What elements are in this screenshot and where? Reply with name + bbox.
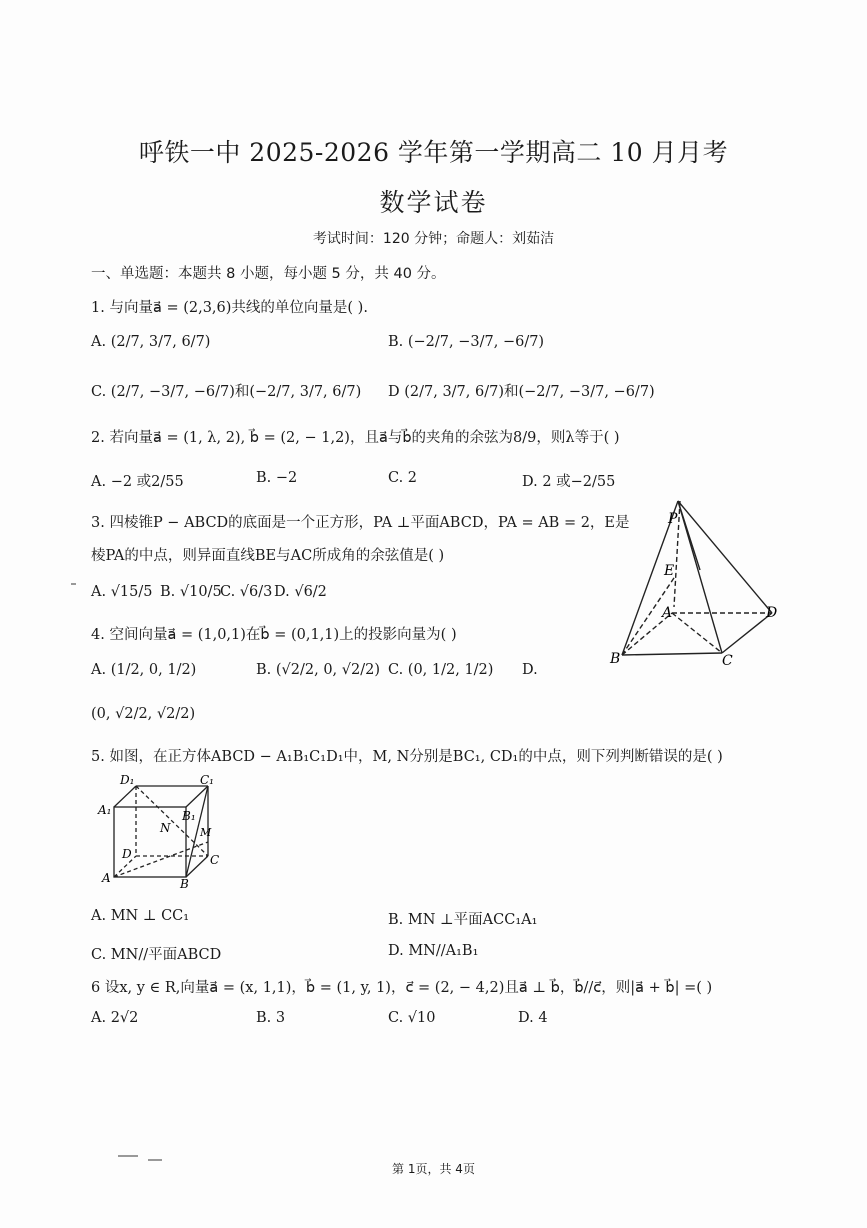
question-3-stem-line1: 3. 四棱锥P − ABCD的底面是一个正方形，PA ⊥平面ABCD，PA = AB = 2，E是 (91, 515, 630, 531)
question-6-option-d: D. 4 (518, 1010, 548, 1026)
cube-label-c1: C₁ (200, 773, 214, 787)
pyramid-label-a: A (662, 605, 673, 621)
section-heading: 一、单选题：本题共 8 小题，每小题 5 分，共 40 分。 (91, 266, 446, 282)
cube-label-a1: A₁ (98, 803, 112, 817)
question-2-option-d: D. 2 或−2/55 (522, 474, 616, 490)
question-2-option-b: B. −2 (256, 470, 298, 486)
question-3-option-d: D. √6/2 (274, 584, 327, 600)
cube-label-c: C (210, 853, 220, 867)
exam-subtitle: 数学试卷 (379, 188, 488, 217)
question-3-stem-line2: 棱PA的中点，则异面直线BE与AC所成角的余弦值是( ) (91, 548, 445, 564)
pyramid-label-e: E (664, 563, 675, 579)
pyramid-label-d: D (766, 605, 778, 621)
scan-mark (118, 1155, 138, 1157)
question-6-option-b: B. 3 (256, 1010, 286, 1026)
exam-meta: 考试时间：120 分钟；命题人：刘茹洁 (312, 231, 555, 247)
question-1-option-a: A. (2/7, 3/7, 6/7) (91, 334, 211, 350)
question-1-stem: 1. 与向量a⃗ = (2,3,6)共线的单位向量是( ). (91, 300, 368, 316)
question-1-option-b: B. (−2/7, −3/7, −6/7) (388, 334, 545, 350)
question-5-option-d: D. MN//A₁B₁ (388, 943, 479, 959)
cube-label-a: A (102, 871, 111, 885)
question-2-option-c: C. 2 (388, 470, 418, 486)
pyramid-label-p: P (668, 511, 678, 527)
cube-figure (96, 770, 226, 895)
cube-label-b: B (180, 877, 189, 891)
question-4-option-a: A. (1/2, 0, 1/2) (91, 662, 197, 678)
question-6-stem: 6 设x, y ∈ R,向量a⃗ = (x, 1,1)，b⃗ = (1, y, 1)，c⃗ = (2, − 4,2)且a⃗ ⊥ b⃗，b⃗//c⃗，则|a⃗ + b⃗| =( ) (91, 980, 713, 996)
question-6-option-c: C. √10 (388, 1010, 436, 1026)
scan-mark (71, 583, 76, 585)
question-3-option-b: B. √10/5 (160, 584, 222, 600)
question-4-option-d-value: (0, √2/2, √2/2) (91, 706, 196, 722)
question-5-stem: 5. 如图，在正方体ABCD − A₁B₁C₁D₁中，M, N分别是BC₁, CD₁的中点，则下列判断错误的是( ) (91, 749, 723, 765)
page-footer: 第 1页，共 4页 (392, 1162, 475, 1176)
question-4-option-c: C. (0, 1/2, 1/2) (388, 662, 494, 678)
question-4-stem: 4. 空间向量a⃗ = (1,0,1)在b⃗ = (0,1,1)上的投影向量为( ) (91, 627, 457, 643)
pyramid-label-b: B (610, 651, 621, 667)
question-1-option-c: C. (2/7, −3/7, −6/7)和(−2/7, 3/7, 6/7) (91, 384, 362, 400)
cube-label-d: D (122, 847, 132, 861)
question-3-option-c: C. √6/3 (220, 584, 273, 600)
question-5-option-c: C. MN//平面ABCD (91, 947, 222, 963)
pyramid-figure (610, 495, 790, 675)
question-2-option-a: A. −2 或2/55 (91, 474, 184, 490)
exam-title: 呼铁一中 2025-2026 学年第一学期高二 10 月月考 (138, 138, 729, 167)
question-2-stem: 2. 若向量a⃗ = (1, λ, 2), b⃗ = (2, − 1,2)，且a⃗与b⃗的夹角的余弦为8/9，则λ等于( ) (91, 430, 620, 446)
cube-label-m: M (200, 826, 212, 839)
question-1-option-d: D (2/7, 3/7, 6/7)和(−2/7, −3/7, −6/7) (388, 384, 655, 400)
question-6-option-a: A. 2√2 (91, 1010, 139, 1026)
cube-label-b1: B₁ (182, 809, 196, 823)
question-5-option-b: B. MN ⊥平面ACC₁A₁ (388, 912, 538, 928)
question-5-option-a: A. MN ⊥ CC₁ (91, 908, 190, 924)
pyramid-label-c: C (722, 653, 733, 669)
question-3-option-a: A. √15/5 (91, 584, 153, 600)
question-4-option-d: D. (522, 662, 538, 678)
cube-label-n: N (160, 821, 171, 835)
cube-label-d1: D₁ (120, 773, 135, 787)
question-4-option-b: B. (√2/2, 0, √2/2) (256, 662, 381, 678)
